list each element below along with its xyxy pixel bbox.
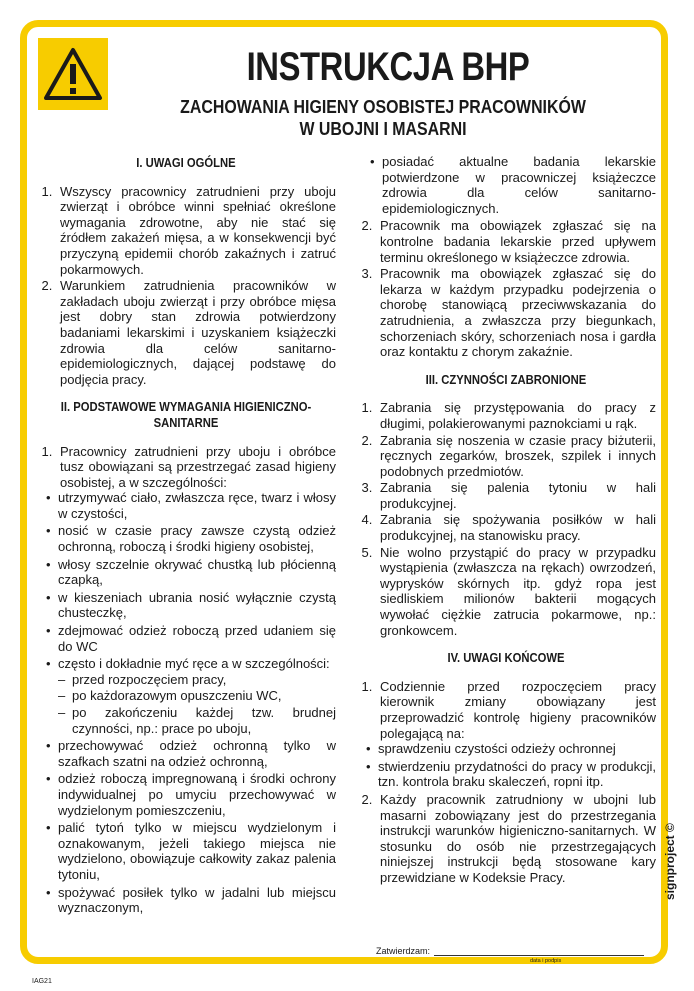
bullet-item: • palić tytoń tylko w miejscu wydzielonym i oznakowanym, jeżeli takiego miejsca nie wydzielono, obowiązuje całkowity zakaz palenia tytoniu, [46,820,336,882]
section2-list-continued [356,218,656,359]
signature-line [434,955,644,956]
list-item: 1. Wszyscy pracownicy zatrudnieni przy uboju zwierząt i obróbce winni spełniać określone wymagania zdrowotne, aby nie stać się źródłem zakażeń mięsa, a w konsekwencji być przyczyną epidemii chorób zakaźnych i zatruć pokarmowych. [56,184,336,278]
list-item: 4. Zabrania się spożywania posiłków w hali produkcyjnej, na stanowisku pracy. [376,512,656,543]
list-item: 3. Pracownik ma obowiązek zgłaszać się do lekarza w każdym przypadku podejrzenia o chorobę stanowiącą przeciwwskazania do zatrudnienia, a zwłaszcza przy biegunkach, schorzeniach skóry, schorzeniach nosa i gardła oraz kontaktu z chorym zakaźnie. [376,266,656,360]
warning-badge [38,38,108,110]
bullet-item: • nosić w czasie pracy zawsze czystą odzież ochronną, roboczą i środki higieny osobistej, [46,523,336,554]
list-item: 1. Codziennie przed rozpoczęciem pracy kierownik zmiany obowiązany jest przeprowadzić kontrolę higieny pracowników polegającą na: • sprawdzeniu czystości odzieży ochronnej • stwierdzeniu przydatności do pracy w produkcji, tzn. kontrola braku skaleczeń, ropni itp. [376,679,656,790]
product-code: IAG21 [32,978,52,985]
section-heading: IV. UWAGI KOŃCOWE [447,651,565,666]
bullet-item: • często i dokładnie myć ręce a w szczególności: – przed rozpoczęciem pracy, – po każdorazowym opuszczeniu WC, – po zakończeniu każdej tzw. brudnej czynności, np.: prace po uboju, [46,656,336,736]
approval-line: Zatwierdzam: [376,946,644,956]
section1-list [36,184,336,388]
list-item: 2. Zabrania się noszenia w czasie pracy biżuterii, ręcznych zegarków, broszek, szpilek i innych podobnych przedmiotów. [376,433,656,480]
list-item: 5. Nie wolno przystąpić do pracy w przypadku wystąpienia (zwłaszcza na rękach) owrzodzeń, wyprysków skórnych itp. gdyż ropa jest siedliskiem milionów bakterii mogących wywołać ciężkie zatrucia pokarmowe, np.: gronkowcem. [376,545,656,639]
warning-triangle-icon [38,38,108,110]
right-column [356,154,656,887]
bullet-list [356,154,656,216]
dash-item: – przed rozpoczęciem pracy, [58,672,336,688]
list-item: 1. Zabrania się przystępowania do pracy z długimi, polakierowanymi paznokciami u rąk. [376,400,656,431]
list-item: 2. Warunkiem zatrudnienia pracowników w zakładach uboju zwierząt i przy obróbce mięsa jest dobry stan zdrowia potwierdzony badaniami lekarskimi i uzyskaniem książeczki zdrowia dla celów sanitarno-epidemiologicznych, dającej podstawę do podjęcia pracy. [56,278,336,387]
bullet-item: • odzież roboczą impregnowaną i środki ochrony indywidualnej po umyciu przechowywać w wydzielonym pomieszczeniu, [46,771,336,818]
bullet-item: • utrzymywać ciało, zwłaszcza ręce, twarz i włosy w czystości, [46,490,336,521]
list-item: 2. Pracownik ma obowiązek zgłaszać się na kontrolne badania lekarskie przed upływem terminu określonego w książeczce zdrowia. [376,218,656,265]
bullet-list [36,490,336,915]
section4-list [356,679,656,886]
bullet-item: • włosy szczelnie okrywać chustką lub płócienną czapką, [46,557,336,588]
list-item: 2. Każdy pracownik zatrudniony w ubojni lub masarni zobowiązany jest do przestrzegania instrukcji warunków higieniczno-sanitarnych. W stosunku do osób nie przestrzegających niniejszej instrukcji będą stosowane kary przewidziane w Kodeksie Pracy. [376,792,656,886]
bullet-item: • zdejmować odzież roboczą przed udaniem się do WC [46,623,336,654]
section-heading: III. CZYNNOŚCI ZABRONIONE [425,372,587,387]
section-heading: II. PODSTAWOWE WYMAGANIA HIGIENICZNO- SANITARNE [60,400,312,430]
brand-mark: signproject © [663,823,677,900]
section-heading: I. UWAGI OGÓLNE [136,156,236,170]
section2-list [36,444,336,916]
section3-list [356,400,656,638]
bullet-item: • w kieszeniach ubrania nosić wyłącznie czystą chusteczkę, [46,590,336,621]
dash-item: – po każdorazowym opuszczeniu WC, [58,688,336,704]
list-item: 3. Zabrania się palenia tytoniu w hali produkcyjnej. [376,480,656,511]
date-caption: data i podpis [530,958,562,964]
page-title: INSTRUKCJA BHP [246,45,530,89]
bullet-item: • posiadać aktualne badania lekarskie potwierdzone w pracowniczej książeczce zdrowia dla celów sanitarno-epidemiologicznych. [370,154,656,216]
list-item: 1. Pracownicy zatrudnieni przy uboju i obróbce tusz obowiązani są przestrzegać zasad higieny osobistej, a w szczególności: • utrzymywać ciało, zwłaszcza ręce, twarz i włosy w czystości, • nosić w czasie pracy zawsze czystą odzież ochronną, roboczą i środki higieny osobistej, • włosy szczelnie okrywać chustką lub płócienną czapką, • w kieszeniach ubrania nosić wyłącznie czystą chusteczkę, • zdejmować odzież roboczą przed udaniem się do WC • często i dokładnie myć ręce a w szczególności: – przed rozpoczęciem pracy, – po każdorazowym opuszczeniu WC, – po zakończeniu każdej tzw. brudnej czynności, np.: prace po uboju, • przechowywać odzież ochronną tylko w szafkach szatni na odzież ochronną, • odzież roboczą impregnowaną i środki ochrony indywidualnej po umyciu przechowywać w wydzielonym pomieszczeniu, • palić tytoń tylko w miejscu wydzielonym i oznakowanym, jeżeli takiego miejsca nie wydzielono, obowiązuje całkowity zakaz palenia tytoniu, • spożywać posiłek tylko w jadalni lub miejscu wyznaczonym, [56,444,336,916]
bullet-item: • przechowywać odzież ochronną tylko w szafkach szatni na odzież ochronną, [46,738,336,769]
bullet-list [356,741,656,790]
bullet-item: • stwierdzeniu przydatności do pracy w produkcji, tzn. kontrola braku skaleczeń, ropni itp. [366,759,656,790]
dash-list [58,672,336,736]
bullet-item: • sprawdzeniu czystości odzieży ochronnej [366,741,656,757]
bullet-item: • spożywać posiłek tylko w jadalni lub miejscu wyznaczonym, [46,885,336,916]
left-column [36,156,336,918]
dash-item: – po zakończeniu każdej tzw. brudnej czynności, np.: prace po uboju, [58,705,336,736]
page-subtitle: ZACHOWANIA HIGIENY OSOBISTEJ PRACOWNIKÓW W UBOJNI I MASARNI [180,96,586,139]
